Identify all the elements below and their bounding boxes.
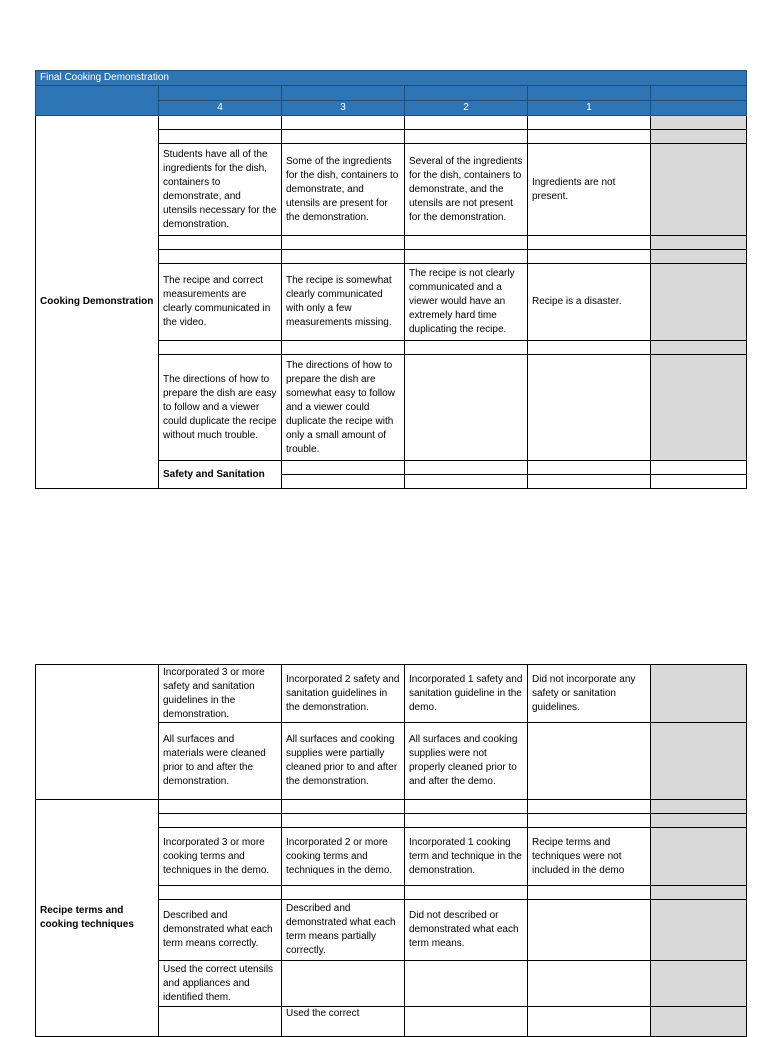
table-row <box>36 665 747 723</box>
score-header-blank <box>651 101 747 116</box>
recipe-score-1: Recipe is a disaster. <box>528 264 651 341</box>
recipe-score-3: The recipe is somewhat clearly communicated with only a few measurements missing. <box>282 264 405 341</box>
ingredients-score-2: Several of the ingredients for the dish, containers to demonstrate, and the utensils are not present for the demonstration. <box>405 144 528 236</box>
points-cell <box>651 264 747 341</box>
rubric-title: Final Cooking Demonstration <box>36 71 747 86</box>
ingredients-score-1: Ingredients are not present. <box>528 144 651 236</box>
safety-score-2: Incorporated 1 safety and sanitation guideline in the demo. <box>405 665 528 723</box>
score-header-1: 1 <box>528 101 651 116</box>
terms-score-3: Incorporated 2 or more cooking terms and techniques in the demo. <box>282 828 405 886</box>
points-cell <box>651 900 747 961</box>
category-continued-cell <box>36 665 159 800</box>
described-score-2: Did not described or demonstrated what each term means. <box>405 900 528 961</box>
recipe-score-4: The recipe and correct measurements are clearly communicated in the video. <box>159 264 282 341</box>
points-cell <box>651 961 747 1007</box>
directions-score-3: The directions of how to prepare the dish are somewhat easy to follow and a viewer could duplicate the recipe with only a small amount of trouble. <box>282 355 405 461</box>
surfaces-score-3: All surfaces and cooking supplies were partially cleaned prior to and after the demonstration. <box>282 723 405 800</box>
utensils-score-3: Used the correct <box>282 1007 405 1037</box>
safety-score-1: Did not incorporate any safety or sanitation guidelines. <box>528 665 651 723</box>
terms-score-1: Recipe terms and techniques were not included in the demo <box>528 828 651 886</box>
safety-score-3: Incorporated 2 safety and sanitation guidelines in the demonstration. <box>282 665 405 723</box>
surfaces-score-4: All surfaces and materials were cleaned prior to and after the demonstration. <box>159 723 282 800</box>
utensils-score-4: Used the correct utensils and appliances and identified them. <box>159 961 282 1007</box>
surfaces-score-2: All surfaces and cooking supplies were not properly cleaned prior to and after the demo. <box>405 723 528 800</box>
header-corner-cell <box>36 86 159 116</box>
category-recipe-terms: Recipe terms and cooking techniques <box>36 800 159 1037</box>
ingredients-score-3: Some of the ingredients for the dish, containers to demonstrate, and utensils are present for the demonstration. <box>282 144 405 236</box>
points-cell <box>651 723 747 800</box>
rubric-table-2 <box>35 664 747 1037</box>
ingredients-score-4: Students have all of the ingredients for the dish, containers to demonstrate, and utensils necessary for the demonstration. <box>159 144 282 236</box>
points-cell <box>651 1007 747 1037</box>
score-header-3: 3 <box>282 101 405 116</box>
terms-score-4: Incorporated 3 or more cooking terms and techniques in the demo. <box>159 828 282 886</box>
points-cell <box>651 355 747 461</box>
category-safety-sanitation: Safety and Sanitation <box>159 461 282 489</box>
score-header-2: 2 <box>405 101 528 116</box>
described-score-4: Described and demonstrated what each term means correctly. <box>159 900 282 961</box>
header-blank-row <box>36 86 747 101</box>
score-header-4: 4 <box>159 101 282 116</box>
rubric-table-1 <box>35 70 747 489</box>
points-cell <box>651 665 747 723</box>
recipe-score-2: The recipe is not clearly communicated and a viewer would have an extremely hard time duplicating the recipe. <box>405 264 528 341</box>
terms-score-2: Incorporated 1 cooking term and technique in the demonstration. <box>405 828 528 886</box>
category-cooking-demonstration: Cooking Demonstration <box>36 116 159 489</box>
directions-score-4: The directions of how to prepare the dish are easy to follow and a viewer could duplicate the recipe without much trouble. <box>159 355 282 461</box>
points-cell <box>651 828 747 886</box>
points-cell <box>651 144 747 236</box>
safety-score-4: Incorporated 3 or more safety and sanitation guidelines in the demonstration. <box>159 665 282 723</box>
described-score-3: Described and demonstrated what each term means partially correctly. <box>282 900 405 961</box>
title-row <box>36 71 747 86</box>
